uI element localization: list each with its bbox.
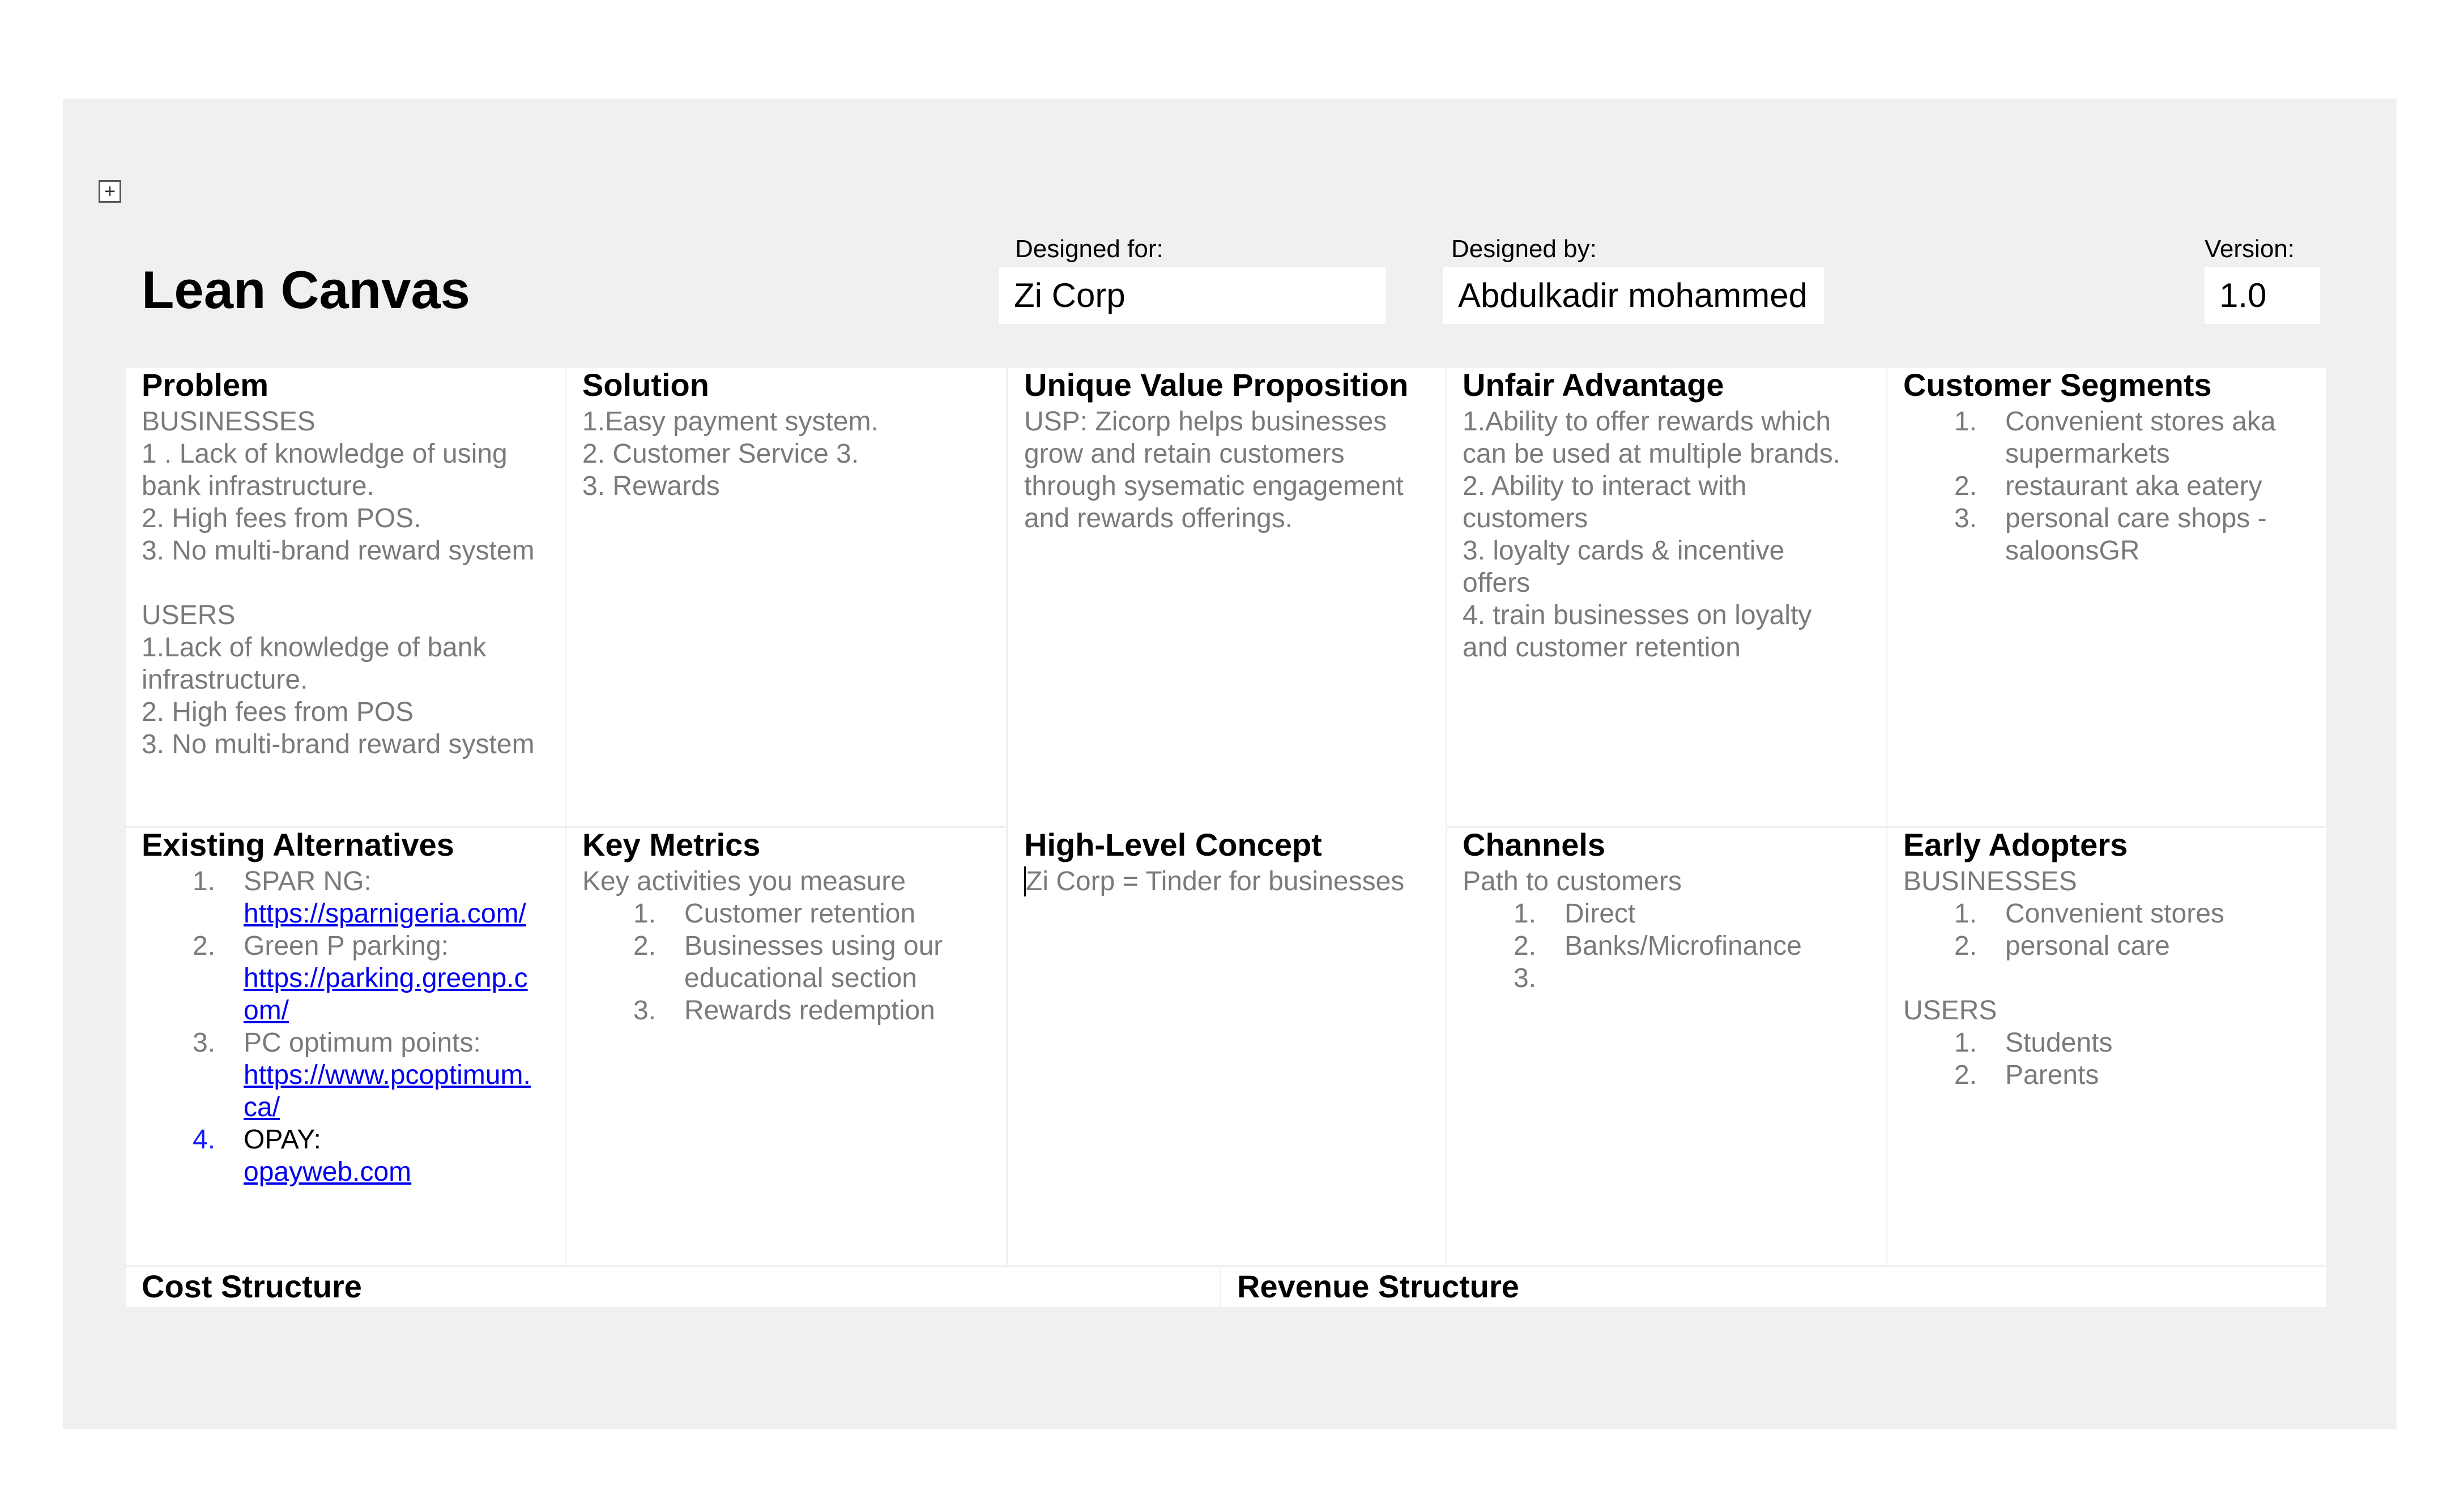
high-level-concept-text[interactable]: Zi Corp = Tinder for businesses bbox=[1024, 865, 1430, 898]
list-item: 2. Businesses using our educational section bbox=[633, 931, 943, 993]
key-metrics-heading: Key Metrics bbox=[582, 828, 761, 862]
channels-intro: Path to customers bbox=[1463, 866, 1682, 896]
list-item: 1. SPAR NG: https://sparnigeria.com/ bbox=[193, 866, 526, 929]
uvp-line: through sysematic engagement bbox=[1024, 471, 1404, 501]
metrics-list bbox=[582, 898, 990, 1027]
unfair-line: can be used at multiple brands. bbox=[1463, 439, 1841, 469]
unfair-line: 2. Ability to interact with bbox=[1463, 471, 1747, 501]
adopters-list bbox=[1903, 1027, 2310, 1091]
solution-line: 3. Rewards bbox=[582, 471, 720, 501]
high-level-concept-cell[interactable] bbox=[1008, 828, 1446, 1265]
solution-line: 2. Customer Service 3. bbox=[582, 439, 859, 469]
unfair-line: customers bbox=[1463, 503, 1588, 533]
problem-heading: Problem bbox=[142, 368, 269, 403]
customer-segments-cell[interactable] bbox=[1887, 368, 2326, 826]
list-item: 2. Parents bbox=[1954, 1060, 2099, 1090]
unfair-line: and customer retention bbox=[1463, 633, 1741, 663]
problem-cell[interactable] bbox=[126, 368, 565, 826]
unfair-advantage-cell[interactable] bbox=[1447, 368, 1886, 826]
spacer bbox=[142, 567, 549, 599]
key-metrics-intro: Key activities you measure bbox=[582, 866, 906, 896]
link[interactable]: https://www.pcoptimum. bbox=[244, 1060, 531, 1090]
version-label: Version: bbox=[2205, 235, 2295, 263]
uvp-line: and rewards offerings. bbox=[1024, 503, 1293, 533]
cost-structure-heading: Cost Structure bbox=[142, 1268, 362, 1304]
key-metrics-cell[interactable] bbox=[566, 828, 1006, 1265]
problem-line: infrastructure. bbox=[142, 665, 308, 695]
designed-for-label: Designed for: bbox=[1015, 235, 1163, 263]
uvp-line: grow and retain customers bbox=[1024, 439, 1345, 469]
alternatives-list bbox=[142, 865, 549, 1188]
cost-structure-cell[interactable] bbox=[126, 1267, 1220, 1307]
link[interactable]: om/ bbox=[244, 996, 289, 1026]
unfair-line: 3. loyalty cards & incentive bbox=[1463, 536, 1785, 566]
channels-heading: Channels bbox=[1463, 828, 1606, 862]
unfair-line: 4. train businesses on loyalty bbox=[1463, 600, 1812, 630]
solution-line: 1.Easy payment system. bbox=[582, 407, 879, 437]
designed-by-field[interactable]: Abdulkadir mohammed bbox=[1443, 267, 1824, 324]
link[interactable]: ca/ bbox=[244, 1092, 280, 1122]
early-adopters-group: BUSINESSES bbox=[1903, 866, 2077, 896]
channels-list bbox=[1463, 898, 1870, 994]
problem-line: 3. No multi-brand reward system bbox=[142, 729, 535, 759]
list-item: 2. restaurant aka eatery bbox=[1954, 471, 2262, 501]
problem-line: 2. High fees from POS. bbox=[142, 503, 421, 533]
revenue-structure-cell[interactable] bbox=[1221, 1267, 2326, 1307]
link[interactable]: opayweb.com bbox=[244, 1157, 412, 1187]
customer-segments-heading: Customer Segments bbox=[1903, 368, 2212, 403]
list-item: 1. Direct bbox=[1514, 899, 1636, 929]
problem-line: 1 . Lack of knowledge of using bbox=[142, 439, 508, 469]
solution-heading: Solution bbox=[582, 368, 709, 403]
problem-line: 2. High fees from POS bbox=[142, 697, 414, 727]
channels-cell[interactable] bbox=[1447, 828, 1886, 1265]
early-adopters-cell[interactable] bbox=[1887, 828, 2326, 1265]
adopters-list bbox=[1903, 898, 2310, 962]
list-item: 2. Banks/Microfinance bbox=[1514, 931, 1802, 961]
list-item: 3. personal care shops - saloonsGR bbox=[1954, 503, 2267, 566]
list-item: 3. PC optimum points: https://www.pcoptimum. ca/ bbox=[193, 1028, 531, 1122]
unfair-line: offers bbox=[1463, 568, 1531, 598]
uvp-line: USP: Zicorp helps businesses bbox=[1024, 407, 1387, 437]
link[interactable]: https://sparnigeria.com/ bbox=[244, 899, 526, 929]
early-adopters-group: USERS bbox=[1903, 996, 1997, 1026]
list-item: 1. Students bbox=[1954, 1028, 2113, 1058]
solution-cell[interactable] bbox=[566, 368, 1006, 826]
problem-line: 3. No multi-brand reward system bbox=[142, 536, 535, 566]
existing-alternatives-cell[interactable] bbox=[126, 828, 565, 1265]
list-item: 3. Rewards redemption bbox=[633, 996, 935, 1026]
problem-line: BUSINESSES bbox=[142, 407, 316, 437]
problem-line: 1.Lack of knowledge of bank bbox=[142, 633, 487, 663]
list-item: 4. OPAY: opayweb.com bbox=[193, 1125, 412, 1187]
early-adopters-heading: Early Adopters bbox=[1903, 828, 2128, 862]
table-move-handle-icon[interactable]: + bbox=[99, 180, 121, 203]
list-item: 2. Green P parking: https://parking.greenp.c om/ bbox=[193, 931, 528, 1026]
version-field[interactable]: 1.0 bbox=[2205, 267, 2320, 324]
uvp-heading: Unique Value Proposition bbox=[1024, 368, 1409, 403]
problem-line: bank infrastructure. bbox=[142, 471, 374, 501]
segments-list bbox=[1903, 405, 2310, 567]
revenue-structure-heading: Revenue Structure bbox=[1237, 1268, 1519, 1304]
list-item: 1. Convenient stores aka supermarkets bbox=[1954, 407, 2276, 469]
list-item: 1. Convenient stores bbox=[1954, 899, 2224, 929]
list-item: 2. personal care bbox=[1954, 931, 2170, 961]
page-title: Lean Canvas bbox=[142, 260, 470, 319]
designed-for-field[interactable]: Zi Corp bbox=[999, 267, 1386, 324]
unfair-line: 1.Ability to offer rewards which bbox=[1463, 407, 1831, 437]
list-item: 3. bbox=[1514, 963, 1537, 993]
list-item: 1. Customer retention bbox=[633, 899, 916, 929]
spacer bbox=[1903, 962, 2310, 994]
problem-line: USERS bbox=[142, 600, 236, 630]
existing-alternatives-heading: Existing Alternatives bbox=[142, 828, 454, 862]
designed-by-label: Designed by: bbox=[1451, 235, 1597, 263]
high-level-concept-heading: High-Level Concept bbox=[1024, 828, 1322, 862]
link[interactable]: https://parking.greenp.c bbox=[244, 963, 528, 993]
unfair-advantage-heading: Unfair Advantage bbox=[1463, 368, 1724, 403]
